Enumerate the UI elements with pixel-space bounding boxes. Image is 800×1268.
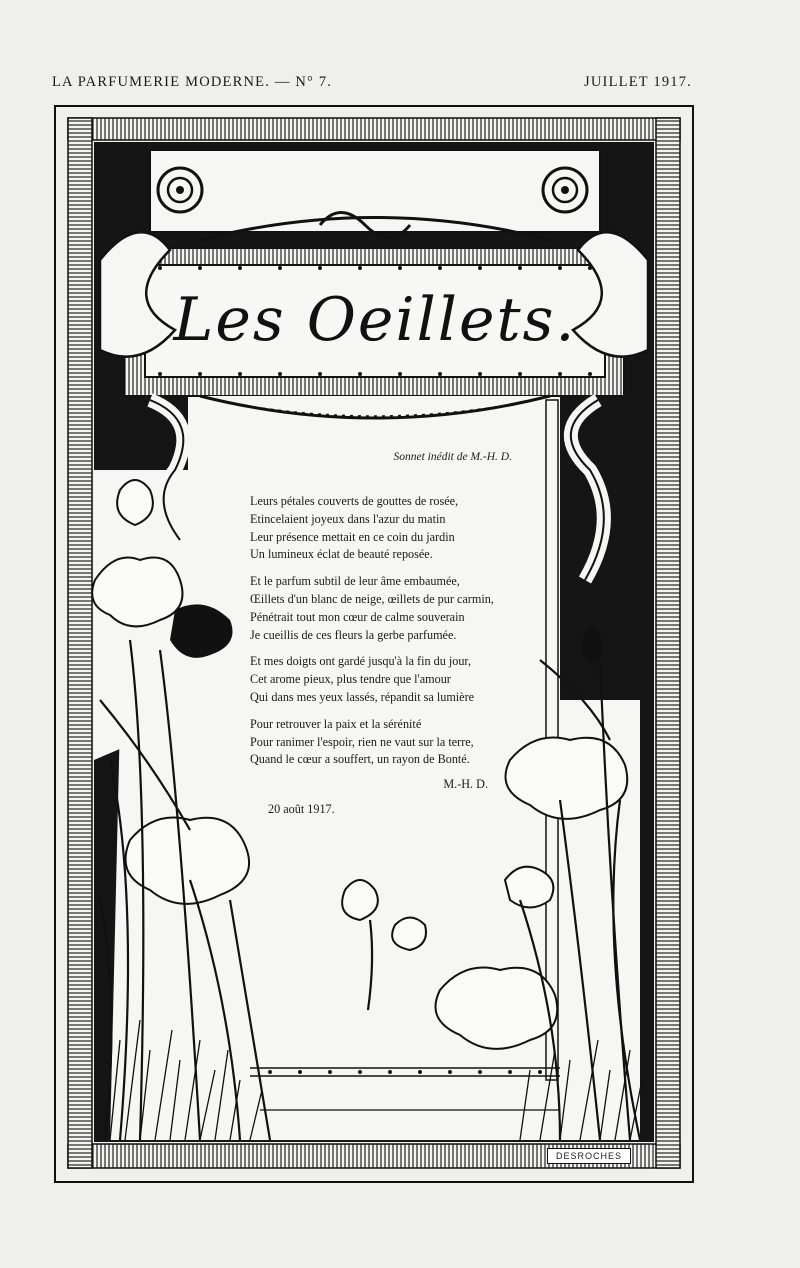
- poem-date: 20 août 1917.: [268, 802, 335, 816]
- poem-line: Pour ranimer l'espoir, rien ne vaut sur la terre,: [250, 734, 474, 749]
- poem-attribution: Sonnet inédit de M.-H. D.: [393, 451, 512, 463]
- poem-line: Cet arome pieux, plus tendre que l'amour: [250, 672, 451, 687]
- poem-line: Et mes doigts ont gardé jusqu'à la fin du jour,: [250, 654, 472, 669]
- poem-body: [250, 493, 530, 778]
- poem-signature: M.-H. D.: [443, 777, 488, 791]
- poem-line: Pour retrouver la paix et la sérénité: [250, 716, 422, 731]
- journal-title: LA PARFUMERIE MODERNE. — N° 7.: [52, 74, 333, 90]
- stanza: [250, 653, 530, 706]
- poem-line: Un lumineux éclat de beauté reposée.: [250, 547, 433, 562]
- stanza: [250, 493, 530, 564]
- poem-line: Je cueillis de ces fleurs la gerbe parfumée.: [250, 627, 457, 642]
- poem-line: Leurs pétales couverts de gouttes de rosée,: [250, 494, 459, 508]
- stanza: [250, 716, 530, 769]
- poem-line: Œillets d'un blanc de neige, œillets de pur carmin,: [250, 591, 494, 606]
- poem-line: Et le parfum subtil de leur âme embaumée,: [250, 574, 460, 589]
- artist-signature: DESROCHES: [547, 1148, 631, 1164]
- poem-line: Pénétrait tout mon cœur de calme souverain: [250, 609, 465, 624]
- poem-line: Etincelaient joyeux dans l'azur du matin: [250, 511, 446, 526]
- poem-line: Leur présence mettait en ce coin du jardin: [250, 529, 455, 544]
- poem-line: Quand le cœur a souffert, un rayon de Bonté.: [250, 752, 470, 767]
- poem-title: Les Oeillets.: [173, 285, 577, 355]
- issue-date: JUILLET 1917.: [584, 74, 692, 90]
- stanza: [250, 573, 530, 644]
- poem-line: Qui dans mes yeux lassés, répandit sa lumière: [250, 689, 475, 704]
